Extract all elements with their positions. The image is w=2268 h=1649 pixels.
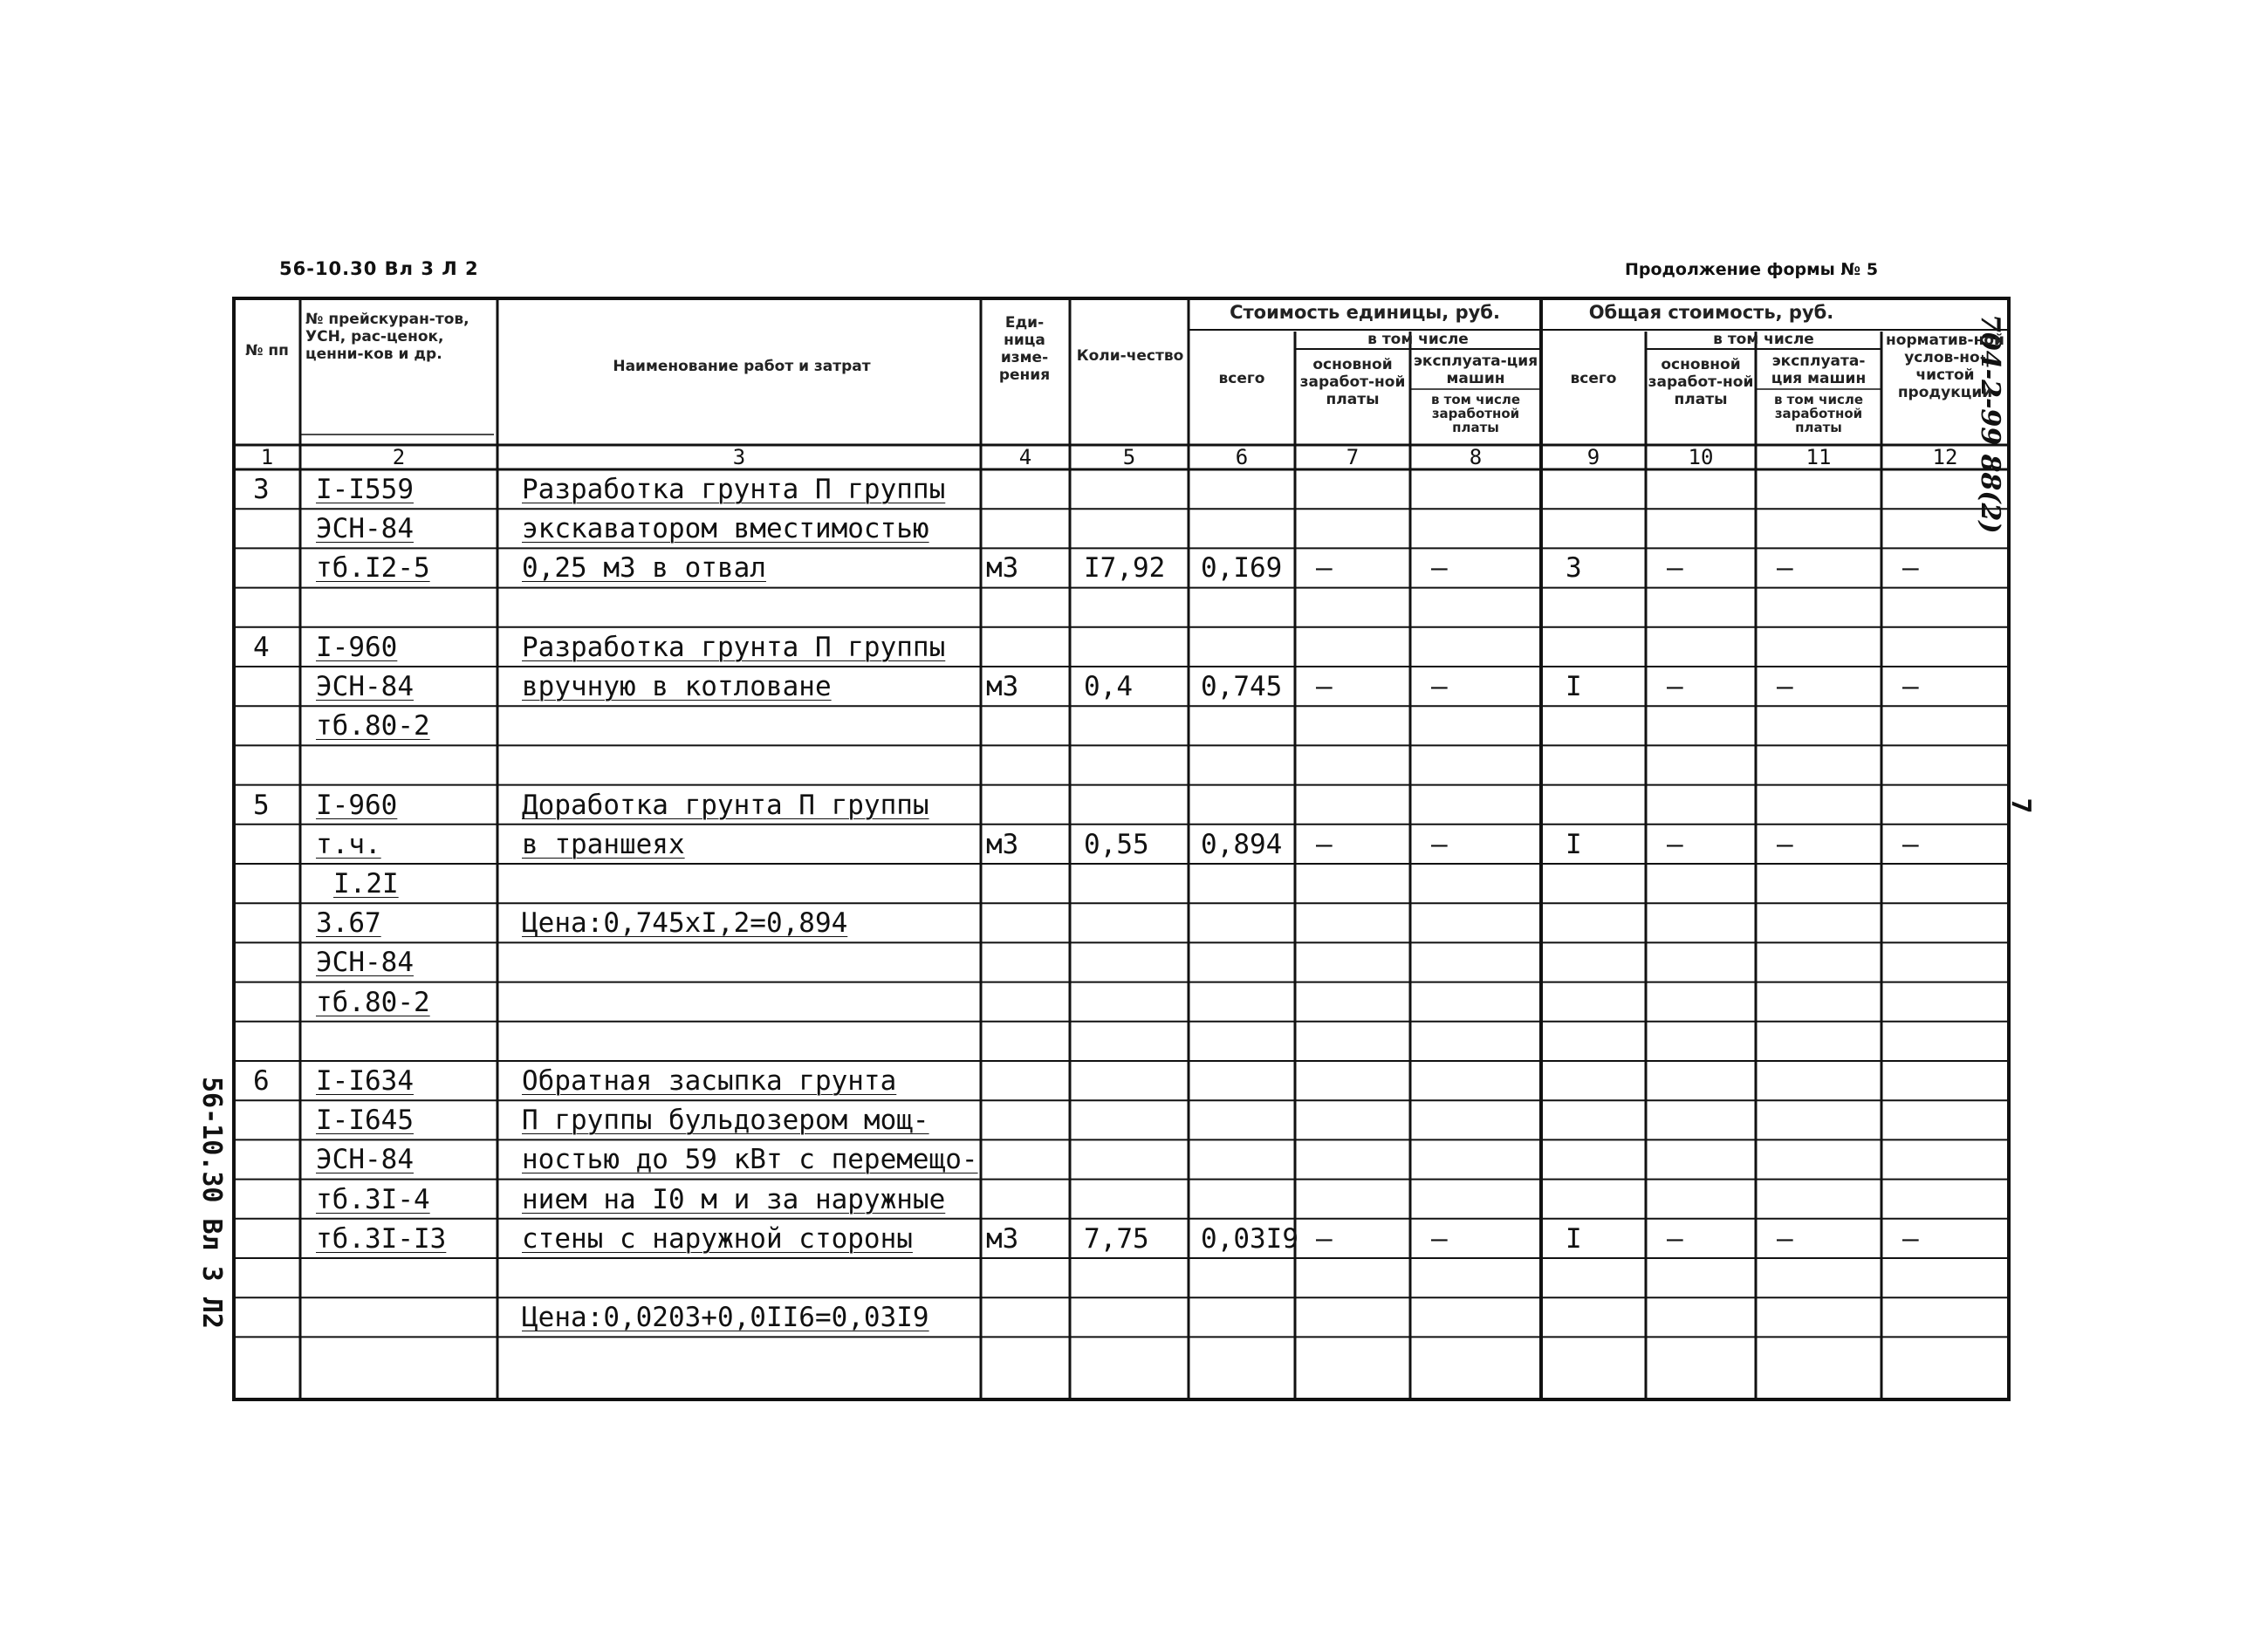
col-header-net-production: норматив-ной услов-но-чистой продукции <box>1886 332 2004 401</box>
reference-code: тб.3I-4 <box>316 1183 430 1215</box>
work-name-line: Доработка грунта П группы <box>522 789 929 821</box>
total-cost-value: I <box>1566 828 1582 860</box>
side-page-number: 7 <box>2004 797 2036 814</box>
quantity-value: 0,4 <box>1084 671 1133 702</box>
unit-of-measure: м3 <box>986 552 1019 585</box>
empty-value-dash: – <box>1902 1222 1919 1255</box>
col-header-total-machines: эксплуата-ция машин <box>1771 352 1867 387</box>
work-name-line: в траншеях <box>522 828 685 860</box>
reference-code: тб.80-2 <box>316 710 430 742</box>
work-name-line: вручную в котловане <box>522 671 832 702</box>
work-name-line: стены с наружной стороны <box>522 1222 913 1255</box>
reference-code: тб.80-2 <box>316 986 430 1018</box>
total-cost-value: I <box>1566 1222 1582 1255</box>
column-number: 5 <box>1122 445 1136 469</box>
item-number: 4 <box>253 631 270 663</box>
empty-value-dash: – <box>1777 828 1793 860</box>
col-header-references: № прейскуран-тов, УСН, рас-ценок, ценни-ков и др. <box>305 311 469 363</box>
column-number: 1 <box>260 445 274 469</box>
col-header-total-total: всего <box>1570 370 1617 387</box>
reference-code: I.2I <box>333 868 399 900</box>
col-header-total-incl: в том числе <box>1713 331 1814 348</box>
total-cost-value: 3 <box>1566 552 1582 585</box>
reference-code: тб.3I-I3 <box>316 1222 447 1255</box>
col-header-total-cost: Общая стоимость, руб. <box>1588 302 1834 323</box>
reference-code: I-I645 <box>316 1105 414 1137</box>
column-number: 3 <box>732 445 746 469</box>
column-number: 4 <box>1018 445 1032 469</box>
column-number: 11 <box>1805 445 1832 469</box>
side-document-reference: 56-10.30 Вл 3 Л2 <box>196 1077 227 1329</box>
empty-value-dash: – <box>1431 671 1448 702</box>
column-number: 9 <box>1586 445 1600 469</box>
column-number: 6 <box>1235 445 1249 469</box>
work-name-line: Разработка грунта П группы <box>522 631 946 663</box>
unit-of-measure: м3 <box>986 1222 1019 1255</box>
reference-code: ЭСН-84 <box>316 947 414 979</box>
work-name-line: экскаватором вместимостью <box>522 513 929 545</box>
col-header-total-machine-wages: в том числе заработной платы <box>1773 392 1864 435</box>
work-name-line: нием на I0 м и за наружные <box>522 1183 946 1215</box>
col-header-unit-total: всего <box>1218 370 1265 387</box>
quantity-value: 7,75 <box>1084 1222 1149 1255</box>
column-number: 8 <box>1469 445 1483 469</box>
item-number: 6 <box>253 1065 270 1097</box>
quantity-value: I7,92 <box>1084 552 1166 585</box>
column-number: 12 <box>1932 445 1958 469</box>
empty-value-dash: – <box>1667 552 1683 585</box>
reference-code: тб.I2-5 <box>316 552 430 585</box>
reference-code: I-I559 <box>316 474 414 505</box>
work-name-line: П группы бульдозером мощ- <box>522 1105 929 1137</box>
reference-code: I-960 <box>316 631 398 663</box>
quantity-value: 0,55 <box>1084 828 1149 860</box>
empty-value-dash: – <box>1667 1222 1683 1255</box>
col-header-unit-cost: Стоимость единицы, руб. <box>1230 302 1500 323</box>
empty-value-dash: – <box>1316 828 1333 860</box>
col-header-quantity: Коли-чество <box>1076 347 1184 365</box>
unit-cost-total: 0,894 <box>1201 828 1283 860</box>
reference-code: т.ч. <box>316 828 381 860</box>
document-reference: 56-10.30 Вл 3 Л 2 <box>279 258 479 279</box>
work-name-line: Цена:0,0203+0,0II6=0,03I9 <box>522 1302 929 1334</box>
empty-value-dash: – <box>1667 671 1683 702</box>
unit-of-measure: м3 <box>986 671 1019 702</box>
unit-cost-total: 0,745 <box>1201 671 1283 702</box>
column-number: 7 <box>1346 445 1360 469</box>
unit-cost-total: 0,I69 <box>1201 552 1283 585</box>
empty-value-dash: – <box>1777 1222 1793 1255</box>
work-name-line: 0,25 м3 в отвал <box>522 552 766 585</box>
col-header-total-wages: основной заработ-ной платы <box>1648 356 1754 408</box>
total-cost-value: I <box>1566 671 1582 702</box>
empty-value-dash: – <box>1902 828 1919 860</box>
unit-of-measure: м3 <box>986 828 1019 860</box>
empty-value-dash: – <box>1667 828 1683 860</box>
empty-value-dash: – <box>1777 671 1793 702</box>
reference-code: ЭСН-84 <box>316 513 414 545</box>
col-header-number: № пп <box>245 342 289 359</box>
reference-code: I-I634 <box>316 1065 414 1097</box>
empty-value-dash: – <box>1431 828 1448 860</box>
col-header-unit: Еди-ница изме-рения <box>998 314 1051 384</box>
item-number: 3 <box>253 474 270 505</box>
empty-value-dash: – <box>1902 671 1919 702</box>
reference-code: I-960 <box>316 789 398 821</box>
col-header-unit-machine-wages: в том числе заработной платы <box>1430 392 1521 435</box>
work-name-line: Цена:0,745хI,2=0,894 <box>522 907 848 940</box>
column-number: 2 <box>392 445 406 469</box>
col-header-unit-machines: эксплуата-ция машин <box>1413 352 1538 387</box>
empty-value-dash: – <box>1316 671 1333 702</box>
empty-value-dash: – <box>1902 552 1919 585</box>
col-header-unit-incl: в том числе <box>1367 331 1469 348</box>
work-name-line: Обратная засыпка грунта <box>522 1065 897 1097</box>
unit-cost-total: 0,03I9 <box>1201 1222 1298 1255</box>
col-header-work-name: Наименование работ и затрат <box>613 358 871 375</box>
empty-value-dash: – <box>1431 552 1448 585</box>
reference-code: ЭСН-84 <box>316 1144 414 1176</box>
empty-value-dash: – <box>1431 1222 1448 1255</box>
empty-value-dash: – <box>1777 552 1793 585</box>
reference-code: 3.67 <box>316 907 381 940</box>
form-continuation: Продолжение формы № 5 <box>1625 260 1879 279</box>
empty-value-dash: – <box>1316 1222 1333 1255</box>
work-name-line: Разработка грунта П группы <box>522 474 946 505</box>
side-project-code: 704-2-99 88(2) <box>1975 314 2005 534</box>
empty-value-dash: – <box>1316 552 1333 585</box>
item-number: 5 <box>253 789 270 821</box>
col-header-unit-wages: основной заработ-ной платы <box>1299 356 1406 408</box>
work-name-line: ностью до 59 кВт с перемещо- <box>522 1144 978 1176</box>
reference-code: ЭСН-84 <box>316 671 414 702</box>
column-number: 10 <box>1688 445 1714 469</box>
